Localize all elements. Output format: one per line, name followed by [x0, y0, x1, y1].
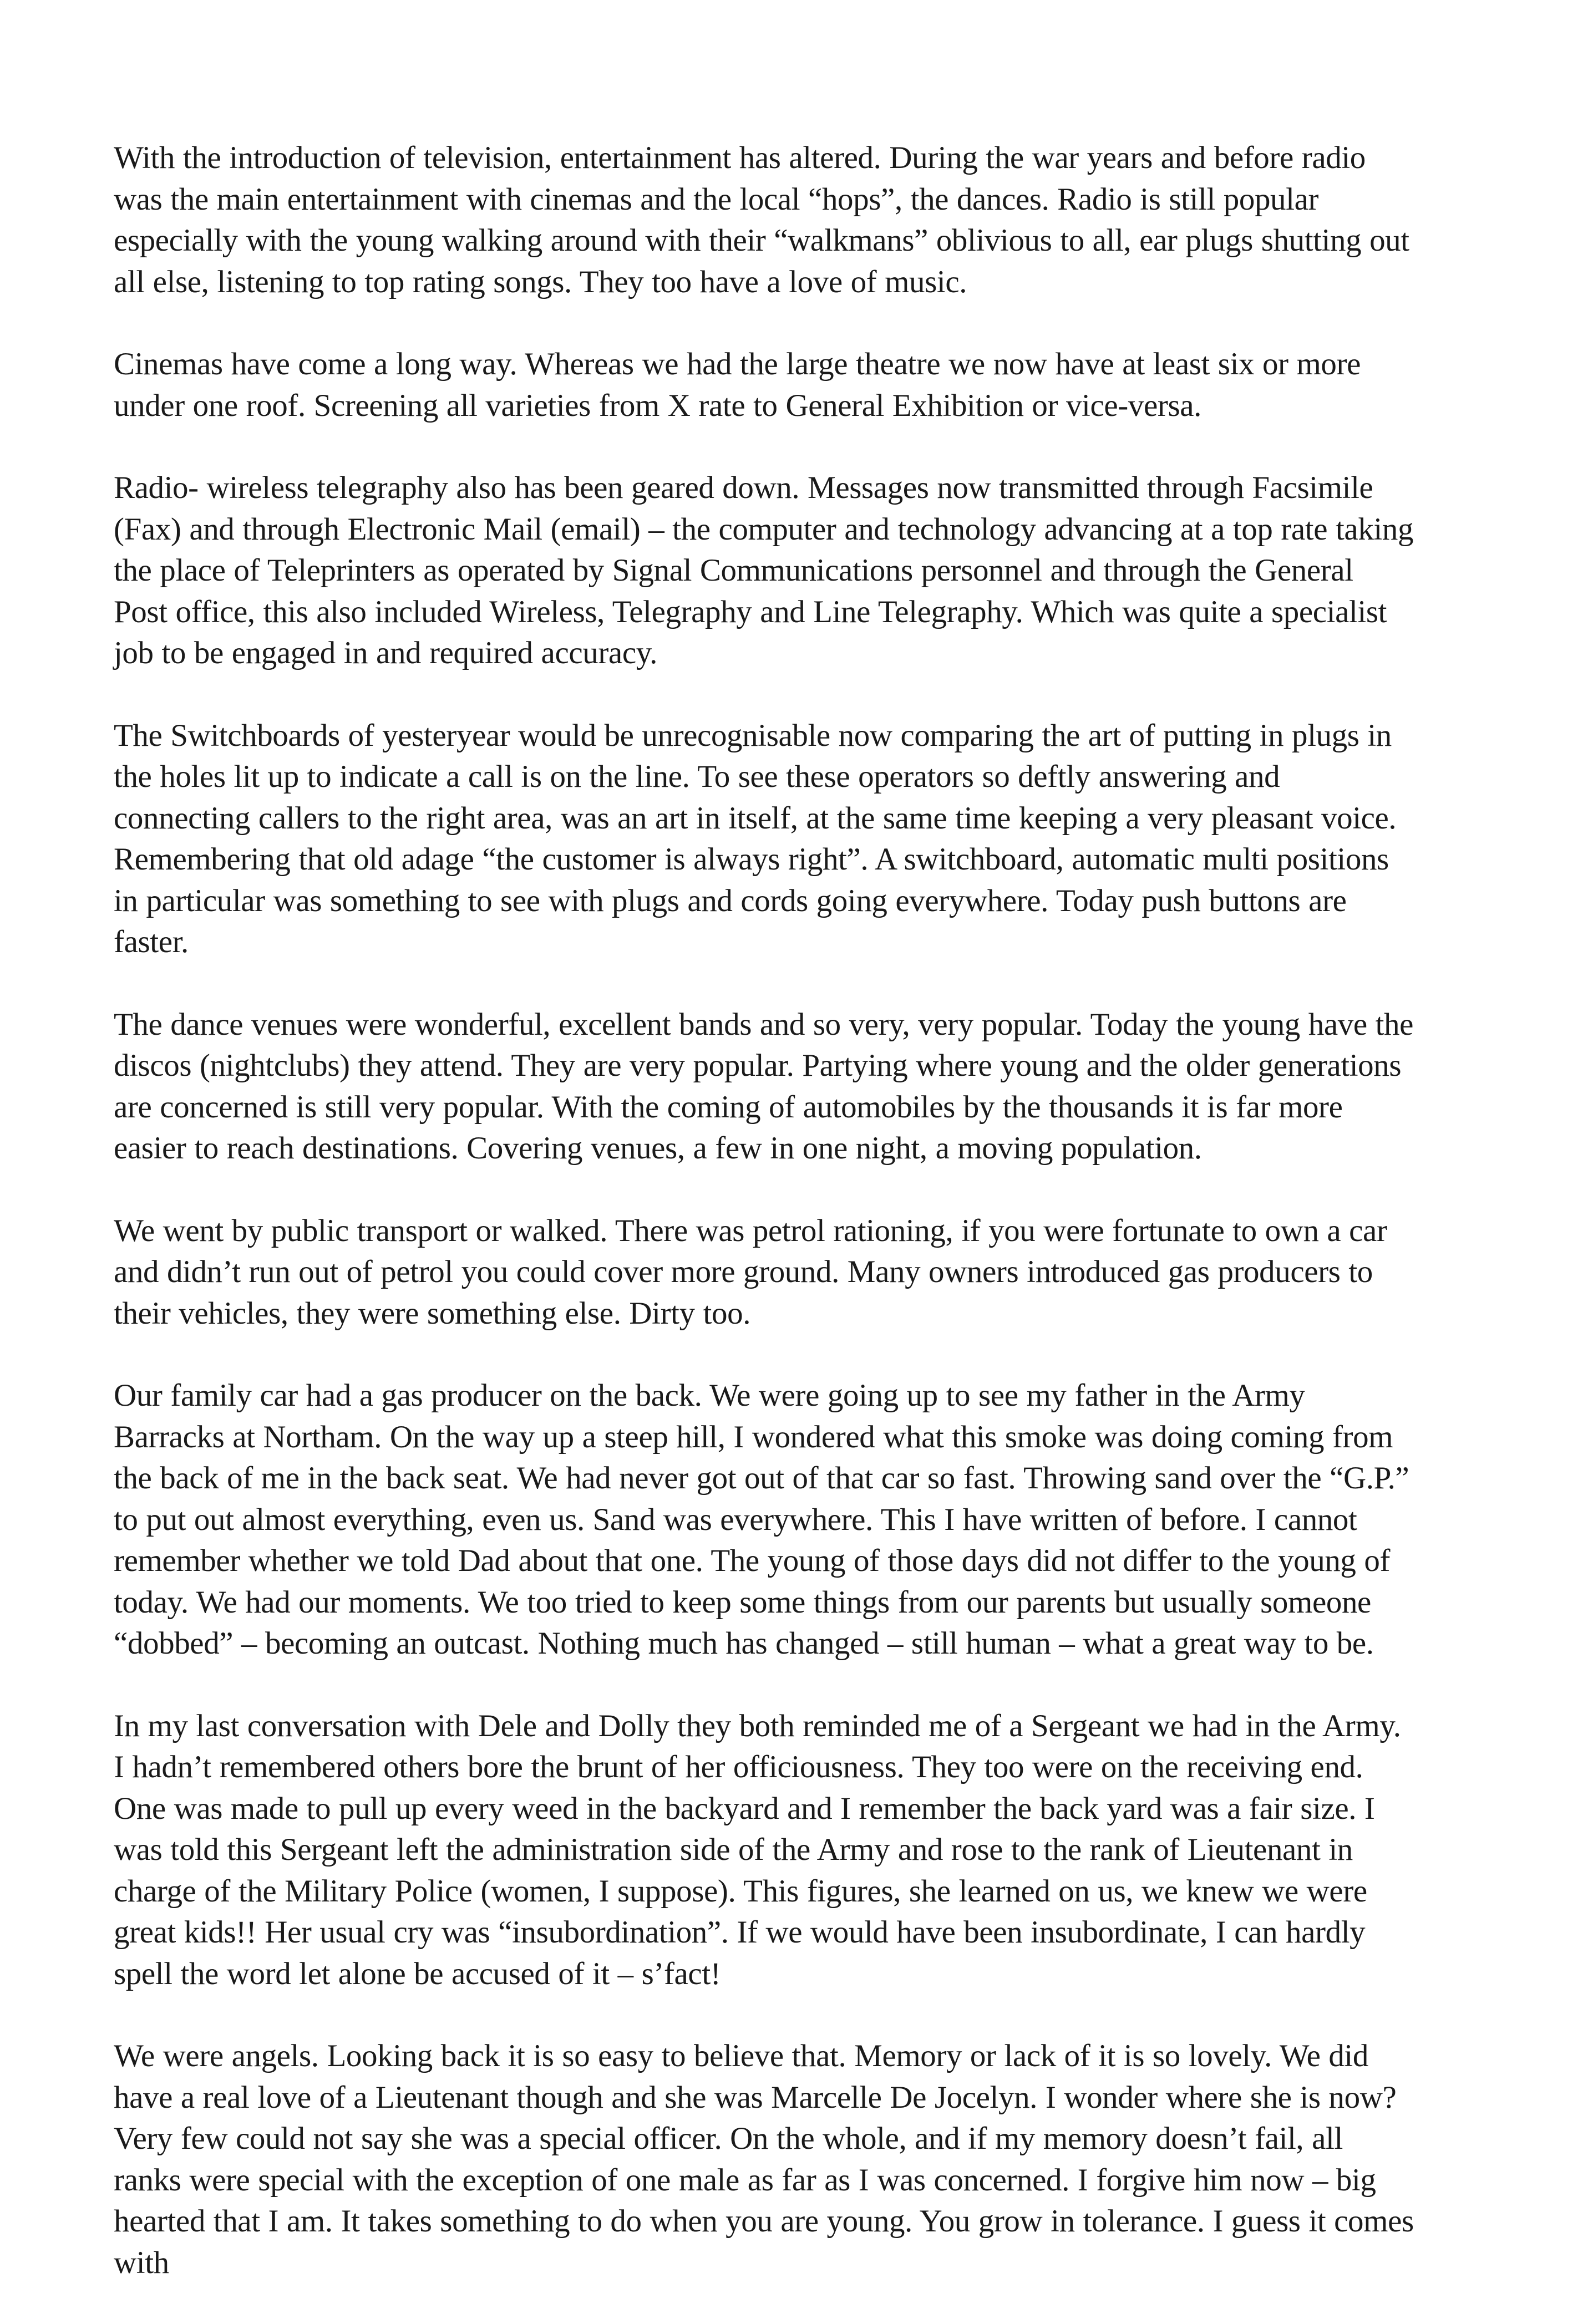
paragraph-television: With the introduction of television, entertainment has altered. During the war years and before radio was the main entertainment with cinemas and the local “hops”, the dances. Radio is still popular especially with the young walking around with their “walkmans” oblivious to all, ear plugs shutting out all else, listening to top rating songs. They too have a love of music. [114, 140, 1409, 299]
paragraph-angels: We were angels. Looking back it is so easy to believe that. Memory or lack of it is so lovely. We did have a real love of a Lieutenant though and she was Marcelle De Jocelyn. I wonder where she is now? Very few could not say she was a special officer. On the whole, and if my memory doesn’t fail, all ranks were special with the exception of one male as far as I was concerned. I forgive him now – big hearted that I am. It takes something to do when you are young. You grow in tolerance. I guess it comes with [114, 2038, 1414, 2280]
paragraph-radio-telegraphy: Radio- wireless telegraphy also has been geared down. Messages now transmitted through Facsimile (Fax) and through Electronic Mail (email) – the computer and technology advancing at a top rate taking the place of Teleprinters as operated by Signal Communications personnel and through the General Post office, this also included Wireless, Telegraphy and Line Telegraphy. Which was quite a specialist job to be engaged in and required accuracy. [114, 470, 1414, 670]
paragraph-dance-venues: The dance venues were wonderful, excellent bands and so very, very popular. Today the young have the discos (nightclubs) they attend. They are very popular. Partying where young and the older generations are concerned is still very popular. With the coming of automobiles by the thousands it is far more easier to reach destinations. Covering venues, a few in one night, a moving population. [114, 1006, 1414, 1166]
paragraph-gas-producer: Our family car had a gas producer on the back. We were going up to see my father in the Army Barracks at Northam. On the way up a steep hill, I wondered what this smoke was doing coming from the back of me in the back seat. We had never got out of that car so fast. Throwing sand over the “G.P.” to put out almost everything, even us. Sand was everywhere. This I have written of before. I cannot remember whether we told Dad about that one. The young of those days did not differ to the young of today. We had our moments. We too tried to keep some things from our parents but usually someone “dobbed” – becoming an outcast. Nothing much has changed – still human – what a great way to be. [114, 1378, 1409, 1661]
paragraph-cinemas: Cinemas have come a long way. Whereas we had the large theatre we now have at least six or more under one roof. Screening all varieties from X rate to General Exhibition or vice-versa. [114, 347, 1361, 423]
paragraph-public-transport: We went by public transport or walked. There was petrol rationing, if you were fortunate to own a car and didn’t run out of petrol you could cover more ground. Many owners introduced gas producers to their vehicles, they were something else. Dirty too. [114, 1213, 1387, 1331]
body-text [114, 138, 1414, 2284]
paragraph-switchboards: The Switchboards of yesteryear would be unrecognisable now comparing the art of putting in plugs in the holes lit up to indicate a call is on the line. To see these operators so deftly answering and connecting callers to the right area, was an art in itself, at the same time keeping a very pleasant voice. Remembering that old adage “the customer is always right”. A switchboard, automatic multi positions in particular was something to see with plugs and cords going everywhere. Today push buttons are faster. [114, 718, 1397, 959]
paragraph-sergeant: In my last conversation with Dele and Dolly they both reminded me of a Sergeant we had in the Army. I hadn’t remembered others bore the brunt of her officiousness. They too were on the receiving end. One was made to pull up every weed in the backyard and I remember the back yard was a fair size. I was told this Sergeant left the administration side of the Army and rose to the rank of Lieutenant in charge of the Military Police (women, I suppose). This figures, she learned on us, we knew we were great kids!! Her usual cry was “insubordination”. If we would have been insubordinate, I can hardly spell the word let alone be accused of it – s’fact! [114, 1708, 1401, 1991]
